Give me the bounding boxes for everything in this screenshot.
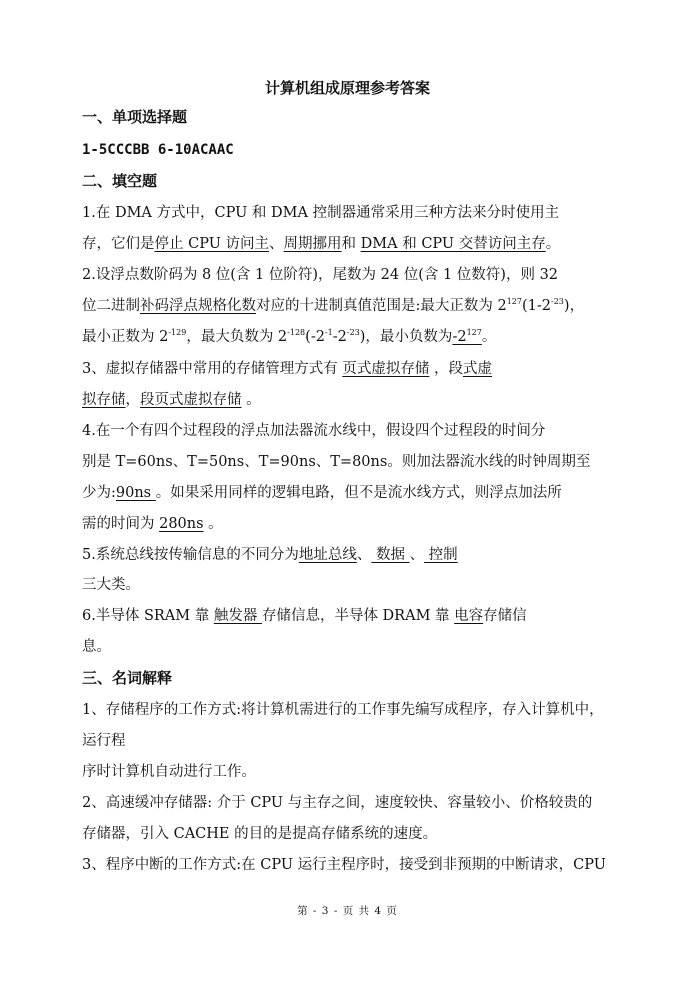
fill-q1-line1: 1.在 DMA 方式中，CPU 和 DMA 控制器通常采用三种方法来分时使用主 — [82, 205, 560, 221]
fill-q6-line1 — [82, 606, 527, 626]
fill-q2-text-b: 对应的十进制真值范围是:最大正数为 2 — [256, 298, 507, 314]
fill-q5-sep2: 、 — [409, 547, 425, 563]
fill-q4-line1: 4.在一个有四个过程段的浮点加法器流水线中，假设四个过程段的时间分 — [82, 423, 546, 439]
fill-q4-end: 。 — [203, 516, 223, 532]
fill-q2-text-e: 最小正数为 2 — [82, 329, 169, 345]
fill-q1-answer2: 周期挪用 — [283, 236, 342, 252]
page-title: 计算机组成原理参考答案 — [264, 79, 430, 97]
fill-q5-answer3: 控制 — [424, 547, 458, 563]
fill-q5-answer2: 数据 — [371, 547, 410, 563]
fill-q3-text-c: ， — [125, 392, 140, 408]
fill-q2-sup4: -128 — [287, 328, 306, 337]
fill-q1-end: 。 — [545, 236, 561, 252]
fill-q2-line2 — [82, 296, 584, 316]
fill-q3-answer3: 段页式虚拟存储 — [140, 392, 242, 408]
choice-answers: 1-5CCCBB 6-10ACAAC — [82, 142, 234, 158]
fill-q2-sup6: -23 — [346, 328, 360, 337]
term1-line1: 1、存储程序的工作方式:将计算机需进行的工作事先编写成程序，存入计算机中， — [82, 702, 604, 718]
fill-q1-line2 — [82, 234, 560, 254]
fill-q3-answer2b: 拟存储 — [82, 392, 126, 408]
fill-q1-text: 存，它们是 — [82, 236, 155, 252]
term2-line2: 存储器，引入 CACHE 的目的是提高存储系统的速度。 — [82, 826, 438, 842]
fill-q2-text-f: ，最大负数为 2 — [186, 329, 288, 345]
fill-q1-sep2: 和 — [341, 236, 361, 252]
fill-q2-text-g: (-2 — [305, 329, 325, 345]
fill-q5-line2: 三大类。 — [82, 577, 140, 593]
fill-q6-answer1: 触发器 — [213, 608, 262, 624]
fill-q6-text-b: 存储信息，半导体 DRAM 靠 — [261, 608, 455, 624]
fill-q2-sup1: 127 — [506, 297, 522, 306]
fill-q6-text-c: 存储信 — [483, 608, 527, 624]
fill-q5-line1 — [82, 545, 458, 565]
term1-line2: 运行程 — [82, 733, 126, 749]
fill-q2-text-h: -2 — [332, 329, 347, 345]
fill-q5-sep1: 、 — [356, 547, 372, 563]
fill-q4-answer1: 90ns — [115, 485, 156, 501]
fill-q3-answer1: 页式虚拟存储 — [342, 361, 430, 377]
fill-q2-sup7: 127 — [466, 328, 482, 337]
section-heading-fill: 二、填空题 — [82, 172, 158, 190]
fill-q2-answer2-base: -2 — [452, 329, 467, 345]
section-heading-terms: 三、名词解释 — [82, 669, 173, 687]
fill-q2-sup3: -129 — [168, 328, 187, 337]
fill-q2-sup5: -1 — [324, 328, 333, 337]
fill-q4-answer2: 280ns — [159, 516, 204, 532]
fill-q6-text-a: 6.半导体 SRAM 靠 — [82, 608, 214, 624]
fill-q4-text-c: 需的时间为 — [82, 516, 160, 532]
fill-q4-text-a: 少为: — [82, 485, 116, 501]
term3-line1: 3、程序中断的工作方式:在 CPU 运行主程序时，接受到非预期的中断请求，CPU — [82, 857, 606, 873]
fill-q6-line2: 息。 — [82, 639, 111, 655]
fill-q2-text-i: )，最小负数为 — [359, 329, 453, 345]
term1-line3: 序时计算机自动进行工作。 — [82, 764, 256, 780]
fill-q4-line2: 别是 T=60ns、T=50ns、T=90ns、T=80ns。则加法器流水线的时钟周期至 — [82, 454, 591, 470]
fill-q3-line1 — [82, 359, 492, 379]
fill-q3-line2 — [82, 390, 261, 410]
fill-q4-line4 — [82, 514, 223, 534]
fill-q2-text-c: (1-2 — [522, 298, 552, 314]
fill-q3-end: 。 — [241, 392, 261, 408]
fill-q5-text-a: 5.系统总线按传输信息的不同分为 — [82, 547, 299, 563]
fill-q3-text-b: ，段 — [429, 361, 463, 377]
page-footer: 第 - 3 - 页 共 4 页 — [297, 905, 398, 917]
fill-q1-answer3: DMA 和 CPU 交替访问主存 — [360, 236, 546, 252]
fill-q2-text-d: )， — [563, 298, 585, 314]
fill-q1-answer1: 停止 CPU 访问主 — [154, 236, 270, 252]
fill-q3-answer2a: 式虚 — [462, 361, 492, 377]
fill-q1-sep1: 、 — [269, 236, 284, 252]
fill-q5-answer1: 地址总线 — [298, 547, 357, 563]
fill-q2-end: 。 — [481, 329, 497, 345]
term2-line1: 2、高速缓冲存储器: 介于 CPU 与主存之间，速度较快、容量较小、价格较贵的 — [82, 795, 593, 811]
fill-q4-text-b: 。如果采用同样的逻辑电路，但不是流水线方式，则浮点加法所 — [155, 485, 562, 501]
fill-q2-line3 — [82, 327, 496, 347]
fill-q4-line3 — [82, 483, 562, 503]
fill-q2-sup2: -23 — [551, 297, 564, 306]
fill-q2-answer2 — [452, 329, 481, 345]
section-heading-choice: 一、单项选择题 — [82, 108, 188, 126]
fill-q2-line1: 2.设浮点数阶码为 8 位(含 1 位阶符)，尾数为 24 位(含 1 位数符)，则 32 — [82, 267, 559, 283]
fill-q2-text-a: 位二进制 — [82, 298, 140, 314]
fill-q2-answer1: 补码浮点规格化数 — [140, 298, 256, 314]
fill-q3-text-a: 3、虚拟存储器中常用的存储管理方式有 — [82, 361, 343, 377]
fill-q6-answer2: 电容 — [454, 608, 484, 624]
